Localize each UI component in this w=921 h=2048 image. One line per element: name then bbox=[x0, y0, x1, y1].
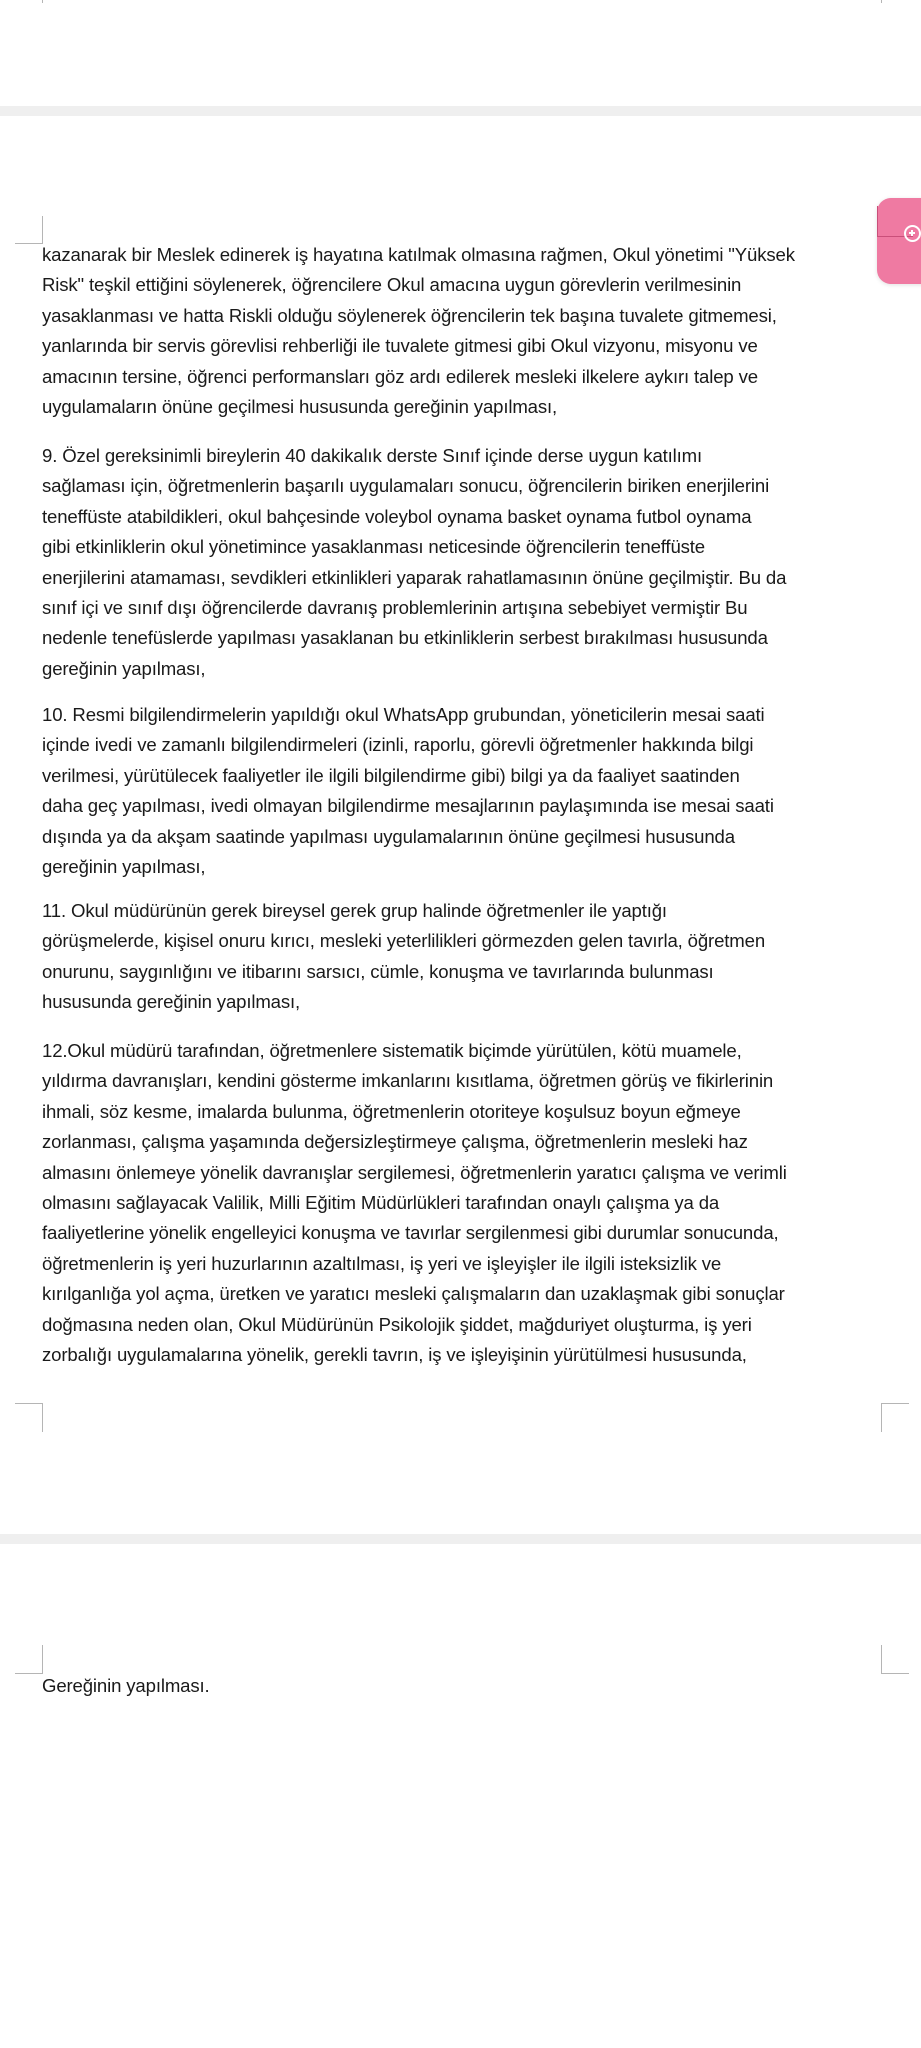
list-item-11-line: hususunda gereğinin yapılması, bbox=[42, 991, 301, 1013]
list-item-12-line: doğmasına neden olan, Okul Müdürünün Psikolojik şiddet, mağduriyet oluşturma, iş yeri bbox=[42, 1313, 752, 1335]
list-item-11-line: görüşmelerde, kişisel onuru kırıcı, mesleki yeterlilikleri görmezden gelen tavırla, öğretmen bbox=[42, 930, 766, 952]
list-item-12-line: zorbalığı uygulamalarına yönelik, gerekli tavrın, iş ve işleyişinin yürütülmesi hususunda, bbox=[42, 1344, 747, 1365]
paragraph-continuation-line: amacının tersine, öğrenci performansları göz ardı edilerek mesleki ilkelere aykırı talep ve bbox=[42, 365, 758, 387]
list-item-12-line: ihmali, söz kesme, imalarda bulunma, öğretmenlerin otoriteye koşulsuz boyun eğmeye bbox=[42, 1100, 741, 1122]
paragraph-continuation-line: yanlarında bir servis görevlisi rehberliği ile tuvalete gitmesi gibi Okul vizyonu, misyonu ve bbox=[42, 335, 758, 357]
list-item-10-line: daha geç yapılması, ivedi olmayan bilgilendirme mesajlarının paylaşımında ise mesai saati bbox=[42, 795, 774, 817]
list-item-10-line: içinde ivedi ve zamanlı bilgilendirmeleri (izinli, raporlu, görevli öğretmenler hakkında bilgi bbox=[42, 734, 754, 756]
paragraph-continuation-line: yasaklanması ve hatta Riskli olduğu söylenerek öğrencilerin tek başına tuvalete gitmemesi, bbox=[42, 304, 777, 326]
page-corner-mark bbox=[877, 206, 878, 236]
page-corner-mark bbox=[15, 216, 43, 244]
list-item-9-line: gibi etkinliklerin okul yönetimince yasaklanması neticesinde öğrencilerin teneffüste bbox=[42, 536, 705, 558]
list-item-12-line: zorlanması, çalışma yaşamında değersizleştirmeye çalışma, öğretmenlerin mesleki haz bbox=[42, 1131, 748, 1153]
page-separator bbox=[0, 106, 921, 116]
list-item-10-line: verilmesi, yürütülecek faaliyetler ile ilgili bilgilendirme gibi) bilgi ya da faaliyet saatinden bbox=[42, 764, 740, 786]
list-item-11-line: onurunu, saygınlığını ve itibarını sarsıcı, cümle, konuşma ve tavırlarında bulunması bbox=[42, 960, 714, 982]
list-item-9-line: sağlaması için, öğretmenlerin başarılı uygulamaları sonucu, öğrencilerin biriken enerjilerini bbox=[42, 475, 770, 497]
list-item-12-line: 12.Okul müdürü tarafından, öğretmenlere sistematik biçimde yürütülen, kötü muamele, bbox=[42, 1040, 742, 1061]
page-corner-mark bbox=[15, 1645, 43, 1674]
list-item-9-line: sınıf içi ve sınıf dışı öğrencilerde davranış problemlerinin artışına sebebiyet vermiştir Bu bbox=[42, 597, 748, 618]
paragraph-continuation-line: Risk" teşkil ettiğini söylenerek, öğrencilere Okul amacına uygun görevlerin verilmesinin bbox=[42, 274, 742, 296]
list-item-12-line: yıldırma davranışları, kendini gösterme imkanlarını kısıtlama, öğretmen görüş ve fikirlerinin bbox=[42, 1070, 774, 1092]
list-item-12-line: öğretmenlerin iş yeri huzurlarının azaltılması, iş yeri ve işleyişler ile ilgili isteksizlik ve bbox=[42, 1252, 722, 1274]
list-item-10-line: gereğinin yapılması, bbox=[42, 856, 206, 877]
page-corner-mark bbox=[881, 1403, 909, 1432]
list-item-12-line: faaliyetlerine yönelik engelleyici konuşma ve tavırlar sergilenmesi gibi durumlar sonucunda, bbox=[42, 1222, 779, 1244]
list-item-12-line: kırılganlığa yol açma, üretken ve yaratıcı mesleki çalışmaların dan uzaklaşmak gibi sonuçlar bbox=[42, 1283, 785, 1305]
list-item-9-line: teneffüste atabildikleri, okul bahçesinde voleybol oynama basket oynama futbol oynama bbox=[42, 505, 752, 527]
list-item-9-line: gereğinin yapılması, bbox=[42, 657, 206, 679]
list-item-9-line: nedenle tenefüslerde yapılması yasaklanan bu etkinliklerin serbest bırakılması hususunda bbox=[42, 627, 768, 649]
floating-add-button[interactable] bbox=[877, 198, 921, 284]
list-item-12-line: almasını önlemeye yönelik davranışlar sergilemesi, öğretmenlerin yaratıcı çalışma ve verimli bbox=[42, 1161, 787, 1183]
page-corner-mark bbox=[881, 1645, 909, 1674]
list-item-12-line: olmasını sağlayacak Valilik, Milli Eğitim Müdürlükleri tarafından onaylı çalışma ya da bbox=[42, 1192, 720, 1213]
list-item-10-line: 10. Resmi bilgilendirmelerin yapıldığı okul WhatsApp grubundan, yöneticilerin mesai saati bbox=[42, 704, 765, 725]
paragraph-continuation-line: uygulamaların önüne geçilmesi hususunda gereğinin yapılması, bbox=[42, 396, 558, 417]
list-item-10-line: dışında ya da akşam saatinde yapılması uygulamalarının önüne geçilmesi hususunda bbox=[42, 825, 735, 847]
closing-line-line: Gereğinin yapılması. bbox=[42, 1675, 210, 1696]
paragraph-continuation-line: kazanarak bir Meslek edinerek iş hayatına katılmak olmasına rağmen, Okul yönetimi "Yüksek bbox=[42, 244, 795, 265]
list-item-9-line: enerjilerini atamaması, sevdikleri etkinlikleri yaparak rahatlamasının önüne geçilmiştir. Bu da bbox=[42, 566, 787, 588]
list-item-9-line: 9. Özel gereksinimli bireylerin 40 dakikalık derste Sınıf içinde derse uygun katılımı bbox=[42, 445, 703, 466]
list-item-11-line: 11. Okul müdürünün gerek bireysel gerek grup halinde öğretmenler ile yaptığı bbox=[42, 900, 667, 921]
page-corner-mark bbox=[15, 1403, 43, 1432]
page-corner-mark-top-right bbox=[881, 0, 882, 3]
page-corner-mark-top-left bbox=[42, 0, 43, 3]
page-separator bbox=[0, 1534, 921, 1544]
add-circle-icon bbox=[904, 225, 921, 242]
